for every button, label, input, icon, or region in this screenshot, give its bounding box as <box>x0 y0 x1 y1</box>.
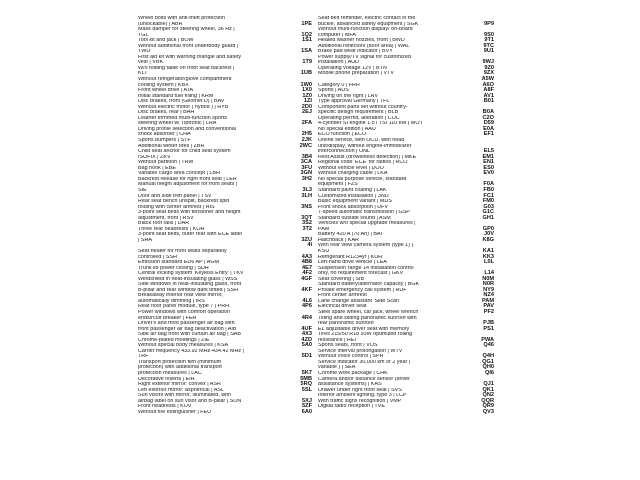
option-code: 4UF <box>301 325 312 332</box>
option-code: 4P6 <box>302 303 312 310</box>
option-description: vest | VBK <box>138 60 164 66</box>
option-description: Side windows in heat-insulating glass, front <box>138 282 242 288</box>
option-description: Without refrigerator/glove compartment <box>138 77 232 83</box>
option-description: Decorative inserts | EIH <box>138 376 195 382</box>
option-description: Seat belt reminder, electric contact in the <box>318 16 416 21</box>
option-code: 4L6 <box>302 297 312 304</box>
option-code: 3CA <box>300 159 312 166</box>
option-code: 2JK <box>301 137 312 144</box>
option-code: J0V <box>484 231 494 238</box>
option-code: QH0 <box>482 364 494 371</box>
option-description: steering wheel w/ Tiptronic | LRA <box>138 121 217 127</box>
option-code: 5K7 <box>301 370 312 376</box>
option-description: Brake pad wear indicator | BVY <box>318 49 393 55</box>
option-description: Transport protection film (minimum <box>138 359 222 365</box>
option-description: controlled | SSH <box>138 254 177 260</box>
option-description: Sun visors with mirror, illuminated, with <box>138 393 231 399</box>
option-description: Child seat anchor for child seat system <box>138 149 231 155</box>
option-description: W/o folding table on front seat backrest | <box>138 65 235 71</box>
option-description: Front wheel drive | ATA <box>138 88 194 94</box>
option-description: Mass damper for steering wheel, 36 Hz | <box>138 27 235 33</box>
option-code: D59 <box>483 120 494 127</box>
option-code: FM0 <box>482 198 494 205</box>
option-code: G03 <box>483 203 494 210</box>
option-description: Sports seats, front | VOS <box>318 343 378 349</box>
option-description: Driver's and front passenger air bag with <box>138 321 235 327</box>
option-code: QR9 <box>482 403 494 410</box>
option-code: 3FU <box>301 164 312 171</box>
option-description: Windshield in heat-insulating glass | WSS <box>138 276 238 282</box>
option-description: B-pillar and rear window dark tinted | SSH <box>138 287 238 293</box>
option-description: No special edition | AAU <box>318 126 376 132</box>
option-code: QQR <box>481 397 494 404</box>
option-code: 6A0 <box>301 408 312 415</box>
option-description: Mobile phone preparation | VTV <box>318 71 395 77</box>
option-description: Driving on the right | LRV <box>318 93 379 99</box>
option-description: Basic equipment variant | MDS <box>318 199 392 205</box>
option-code: 3S2 <box>302 220 312 227</box>
option-description: TGL <box>138 32 149 38</box>
option-description: Without special body measures | KSA <box>138 343 229 349</box>
option-description: Heated washer nozzles, front | BWD <box>318 38 405 44</box>
option-code: C2O <box>482 114 494 121</box>
option-code: L0L <box>484 259 494 266</box>
option-description: Central locking system 'Keyless Entry' | TKV <box>138 271 244 277</box>
option-description: Electrical driver seat <box>318 304 367 310</box>
option-code: N0R <box>482 281 494 288</box>
option-code: 1PE <box>301 20 312 27</box>
option-description: Power supply/TV signal for customized <box>318 54 411 60</box>
option-code: 9WJ <box>482 59 494 66</box>
option-description: unit/display, without engine-immobilizer <box>318 143 412 149</box>
option-description: Battery 420 A (70 Ah) | BAT <box>318 232 384 238</box>
option-code: 1SA <box>301 48 312 55</box>
option-description: Breakaway interior rear view mirror, <box>138 293 223 299</box>
option-code: 5MB <box>300 375 312 382</box>
option-code: 2H5 <box>301 131 312 138</box>
option-description: Without vehicle level | DOO <box>318 165 384 171</box>
option-description: Standard outside sound | ASM <box>318 215 391 221</box>
option-description: Interior ambient lighting, type 3 | LCP <box>318 393 407 399</box>
option-description: Digital radio reception | TVE <box>318 404 385 410</box>
option-description: Without multi-function display/ on-board <box>318 27 413 33</box>
option-code: PJB <box>483 320 494 327</box>
option-description: Without partition | TRW <box>138 160 194 166</box>
option-code: 4F2 <box>302 270 312 277</box>
option-description: PAM <box>318 226 330 232</box>
option-code: 9ZX <box>483 70 494 77</box>
option-code: 4R4 <box>301 314 312 321</box>
option-description: Rest Assist (drowsiness detection) | MKE <box>318 154 417 160</box>
option-description: Component parts set without country- <box>318 104 408 110</box>
option-code: 9Z0 <box>484 64 494 71</box>
option-description: cooling system | KBX <box>138 82 189 88</box>
option-code: EL5 <box>483 148 494 155</box>
option-description: Black roof rails | DAR <box>138 221 190 227</box>
option-description: Standard paint coating | LAK <box>318 187 387 193</box>
option-description: TRF <box>138 354 149 360</box>
option-description: rear panoramic sunroof <box>318 321 374 327</box>
option-code: 9TC <box>483 42 494 49</box>
option-code: EV0 <box>483 170 494 177</box>
option-code: KK3 <box>482 253 494 260</box>
option-code: 1S1 <box>302 37 312 44</box>
option-description: Driving profile selection and conventional <box>138 126 236 132</box>
option-description: Customized installation | 3ND <box>318 193 389 199</box>
option-description: Backrest release for right front seat | LER <box>138 176 237 182</box>
option-description: only, no requirement forecast | GKV <box>318 271 404 277</box>
option-description: Vehicles w/o special upgrade measures | <box>318 221 416 227</box>
option-code: B01 <box>483 98 494 105</box>
option-code: Q46 <box>483 342 494 349</box>
option-code: 4KF <box>301 286 312 293</box>
option-description: Right exterior mirror: convex | ASR <box>138 382 221 388</box>
option-description: Left-hand drive vehicle | LEA <box>318 260 387 266</box>
option-description: Type approval Germany | TFL <box>318 99 390 105</box>
option-description: Without charging cable | LKA <box>318 171 388 177</box>
option-description: ISOFIX | ZKV <box>138 154 171 160</box>
right-options-column <box>318 16 468 415</box>
option-code: PF2 <box>483 308 494 315</box>
option-description: Regional code 'ECE' for radios | RCO <box>318 160 408 166</box>
option-description: Operating voltage 12V | BTN <box>318 65 387 71</box>
option-description: Seat covering | SIB <box>318 276 365 282</box>
option-description: Category 0 | FRR <box>318 82 360 88</box>
option-description: Left exterior mirror: aspherical | ASL <box>138 387 224 393</box>
option-description: automatically dimming | IRS <box>138 298 205 304</box>
option-description <box>318 410 468 416</box>
option-description: Manual height adjustment for front seats | <box>138 182 238 188</box>
option-description: Sports bumpers | STF <box>138 138 191 144</box>
option-description: equipment | FZS <box>318 182 358 188</box>
option-description: specific design requirement | BLB <box>318 110 399 116</box>
option-description: adjustment, front | RSV <box>138 215 194 221</box>
option-code: 1X0 <box>302 87 312 94</box>
option-description: front passenger air bag deactivation | AIB <box>138 326 237 332</box>
option-code: 2D0 <box>301 103 312 110</box>
option-description: Hatchback | KAR <box>318 237 359 243</box>
option-code: PAM <box>481 297 494 304</box>
option-code: ES0 <box>483 164 494 171</box>
option-description: ends/rcuit breaker | FEH <box>138 315 197 321</box>
option-code: 3GN <box>300 170 312 177</box>
option-description: Standard battery/alternator capacity | BGK <box>318 282 420 288</box>
option-code: EN1 <box>483 159 494 166</box>
option-code: 5A0 <box>301 342 312 349</box>
option-description: 3-point seat belts with tensioner and height <box>138 210 241 216</box>
option-code: 4E7 <box>302 264 312 271</box>
option-description: Tool kit and jack | BOW <box>138 38 194 44</box>
option-description: Additional reflectors (door area) | WAL <box>318 43 410 49</box>
option-description: Sports | AUS <box>318 88 349 94</box>
option-description: Front shock absorption | DFV <box>318 204 389 210</box>
option-description: shock absorber | CHA <box>138 132 191 138</box>
option-description: assistance systems) | KAS <box>318 382 382 388</box>
option-code: 1T9 <box>302 59 312 66</box>
option-description: interconnection | ONL <box>318 149 371 155</box>
option-code: L14 <box>484 270 494 277</box>
option-description: With traffic signs recognition | VMP <box>318 398 402 404</box>
option-description: (unlockable) | ABR <box>138 21 183 27</box>
option-description: Drawer under right front seat | SVS <box>318 387 402 393</box>
option-description: Private emergency call system | RUF <box>318 287 407 293</box>
option-code: 4I <box>307 242 312 249</box>
option-description: Without fire extinguisher | FEU <box>138 409 212 415</box>
option-code: 9T1 <box>484 37 494 44</box>
option-description: | SHA <box>138 237 152 243</box>
option-code: GP0 <box>482 225 494 232</box>
option-description: buckle, advanced safety equipment | SGK <box>318 21 419 27</box>
option-code: FC1 <box>483 192 494 199</box>
option-description: 7-speed automatic transmission | GSP <box>318 210 410 216</box>
option-description: Variable cargo area concept | LBH <box>138 171 220 177</box>
option-description: Tires 215/50 R18 93W optimized rolling <box>318 332 413 338</box>
option-description: Without additional front underbody guard | <box>138 43 239 49</box>
option-description: Seat heater for front seats separately <box>138 248 227 254</box>
option-description: Initial standard fuel filling | KRM <box>138 93 214 99</box>
option-description: Suspension range 14 installation control <box>318 265 414 271</box>
option-description: Without voice control | SPR <box>318 354 384 360</box>
option-code: Q4H <box>482 353 494 360</box>
option-description: installation | AUD <box>318 60 359 66</box>
option-code: A6O <box>482 81 494 88</box>
option-description: Emission standard EU6 AP | AGM <box>138 260 219 266</box>
option-code: 4B8 <box>301 259 312 266</box>
option-code: 4X3 <box>302 331 312 338</box>
option-code: 5XJ <box>302 397 312 404</box>
option-description: computer | MFA <box>318 32 356 38</box>
option-description: Carrier frequency 433.92 MHz-434.42 MHz | <box>138 348 244 354</box>
option-code: 2WC <box>299 142 312 149</box>
option-code: GH1 <box>482 214 494 221</box>
option-code: 4A3 <box>301 253 312 260</box>
option-description: Three rear headrests | KOH <box>138 226 205 232</box>
option-description: Service indicator 30,000 km or 2 year ( <box>318 359 411 365</box>
option-code: FB0 <box>483 186 494 193</box>
option-code: QJ1 <box>483 381 494 388</box>
option-description: protection measures | LAC <box>138 371 202 376</box>
option-description: ECO function | ECO <box>318 132 367 138</box>
option-code: N0M <box>482 275 494 282</box>
option-code: 4GF <box>301 275 312 282</box>
option-description: Disc brakes, rear | BAH <box>138 110 195 116</box>
option-code: 2FA <box>301 120 312 127</box>
option-code: 5D1 <box>301 353 312 360</box>
option-description: Chrome work package | CHK <box>318 371 388 376</box>
option-description: Leather trimmed multi-function sports <box>138 115 227 121</box>
option-description: Lane change assistant 'Side Scan' <box>318 298 401 304</box>
option-code: 3ZU <box>301 236 312 243</box>
option-description: With rear view camera system (type 1) | <box>318 243 413 249</box>
option-description: Bag hook | EBE <box>138 165 176 171</box>
option-description: Rear floor panel module, type 7 | PRH <box>138 304 229 310</box>
option-code: QG1 <box>482 358 494 365</box>
option-description: KSU <box>318 248 330 254</box>
option-code: NZ4 <box>483 292 494 299</box>
option-code: 5ZF <box>302 403 312 410</box>
option-description: Additional winter tires | ZBR <box>138 143 205 149</box>
option-code: 1W0 <box>300 81 312 88</box>
option-code: 2EJ <box>302 109 312 116</box>
option-description: Trunk lid power closing | SDH <box>138 265 209 271</box>
option-code: 5SL <box>301 386 312 393</box>
option-code: 9U1 <box>483 48 494 55</box>
option-code: 3H2 <box>301 175 312 182</box>
option-code: QK1 <box>482 386 494 393</box>
option-description: KLT <box>138 71 148 77</box>
option-code: B0A <box>482 109 494 116</box>
option-code: PAV <box>483 303 494 310</box>
option-description: variable ) | SEA <box>318 365 356 371</box>
left-codes-column <box>268 16 312 415</box>
option-description: Operating permit, alteration | COC <box>318 115 400 121</box>
option-code: QV3 <box>482 408 494 415</box>
option-description: Refrigerant R1234yf | KUH <box>318 254 383 260</box>
option-code: 1ZI <box>303 98 312 105</box>
right-codes-column <box>452 16 494 415</box>
option-description: Camera and/or distance sensor (driver <box>318 376 410 382</box>
option-code: A5W <box>481 76 494 83</box>
option-description: resistance | REI <box>318 337 356 343</box>
option-code: F0A <box>483 181 494 188</box>
option-code: E0A <box>483 125 494 132</box>
option-code: 1Z0 <box>302 92 312 99</box>
option-code: 3T2 <box>302 225 312 232</box>
option-code: 1Q2 <box>301 31 312 38</box>
option-code: KA1 <box>482 247 494 254</box>
option-code: EF1 <box>483 131 494 138</box>
option-description: airbag label on sun visor and B-pillar | SON <box>138 398 242 404</box>
option-code: QN2 <box>482 392 494 399</box>
option-description: No special purpose vehicle, standard <box>318 176 407 182</box>
option-description: Front center armrest <box>318 293 367 299</box>
option-code: A8F <box>483 87 494 94</box>
option-code: 4ZD <box>301 336 312 343</box>
option-code: 9P9 <box>484 20 494 27</box>
option-code: 3QT <box>301 214 312 221</box>
option-description: TWU <box>138 49 151 55</box>
option-description: 4-cylinder SI engine 1.5 l TSI 110 kW | MOT <box>318 121 423 127</box>
option-description: Power windows with comfort operation <box>138 309 230 315</box>
option-description: Service interval prolongation | WTV <box>318 348 403 354</box>
option-code: 1UB <box>300 70 312 77</box>
option-code: 3LH <box>301 192 312 199</box>
option-description: Side air bag front with curtain air bag | SAB <box>138 332 241 338</box>
option-description: First aid kit with warning triangle and safety <box>138 54 242 60</box>
option-code: K8G <box>482 236 494 243</box>
option-code: 3B4 <box>301 153 312 160</box>
option-description: Tilting and sliding panoramic sunroof with <box>318 315 417 321</box>
option-code: 3NS <box>301 203 312 210</box>
option-description: 3-point seat belts, outer rear with ECE label <box>138 232 242 238</box>
option-code: 3L3 <box>302 186 312 193</box>
option-code: PS1 <box>483 325 494 332</box>
option-code: AV1 <box>483 92 494 99</box>
option-description: SIE <box>138 187 147 193</box>
option-code: EM1 <box>482 153 494 160</box>
option-description: EL adjustable driver seat with memory <box>318 326 410 332</box>
option-description: Door and side trim panel | TSV <box>138 193 212 199</box>
option-code: 5RQ <box>300 381 312 388</box>
option-description: Disc brakes, front (Geomet D) | BAV <box>138 99 225 105</box>
option-description: Chrome-plated moldings | ZIE <box>138 337 210 343</box>
option-description: protection) with additional transport <box>138 365 222 371</box>
option-code: 9S0 <box>484 31 494 38</box>
option-code: PWA <box>481 336 494 343</box>
option-description: folding with center armrest | HIS <box>138 204 215 210</box>
option-description: Online service, with OCU, with head <box>318 138 405 144</box>
option-code: QI6 <box>484 370 494 376</box>
option-code: G1C <box>482 209 494 216</box>
option-description: Rear seat bench unsplit, backrest split <box>138 199 230 205</box>
option-description: Wheel bolts with anti-theft protection <box>138 16 225 21</box>
option-description: Front headrests | KOV <box>138 404 192 410</box>
option-code: NY9 <box>483 286 494 293</box>
option-description: Without electric motor ( hybrid ) | HYB <box>138 104 229 110</box>
option-description: Steel spare wheel, car jack, wheel wrench <box>318 309 419 315</box>
